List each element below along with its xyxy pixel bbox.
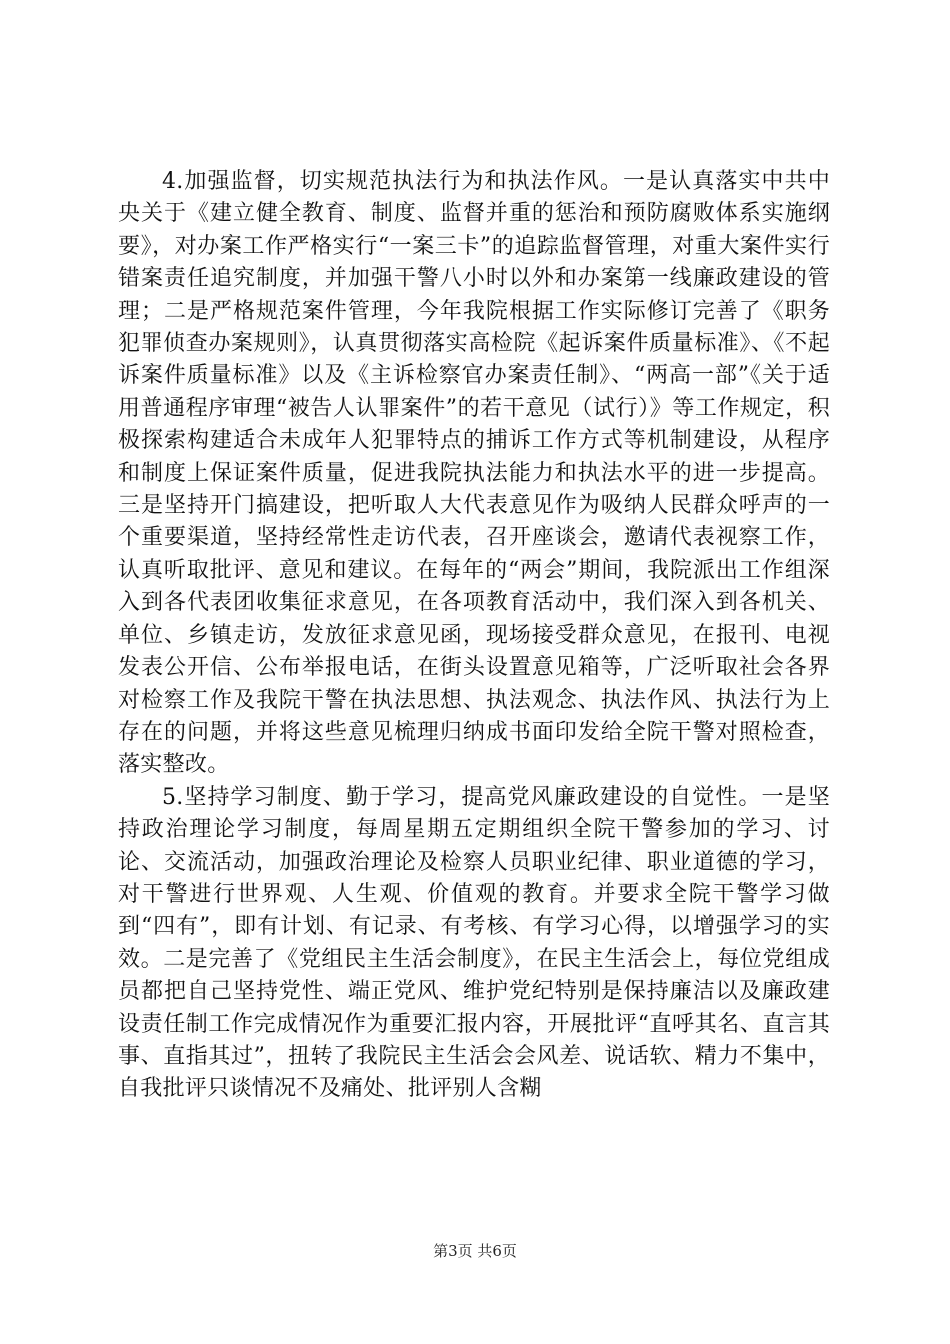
paragraph-5: 5.坚持学习制度、勤于学习，提高党风廉政建设的自觉性。一是坚持政治理论学习制度，每周星期五定期组织全院干警参加的学习、讨论、交流活动，加强政治理论及检察人员职业纪律、职业道德的学习，对干警进行世界观、人生观、价值观的教育。并要求全院干警学习做到“四有”，即有计划、有记录、有考核、有学习心得，以增强学习的实效。二是完善了《党组民主生活会制度》，在民主生活会上，每位党组成员都把自己坚持党性、端正党风、维护党纪特别是保持廉洁以及廉政建设责任制工作完成情况作为重要汇报内容，开展批评“直呼其名、直言其事、直指其过”，扭转了我院民主生活会会风差、说话软、精力不集中，自我批评只谈情况不及痛处、批评别人含糊 (118, 784, 830, 1102)
paragraph-4: 4.加强监督，切实规范执法行为和执法作风。一是认真落实中共中央关于《建立健全教育、制度、监督并重的惩治和预防腐败体系实施纲要》，对办案工作严格实行“一案三卡”的追踪监督管理，对重大案件实行错案责任追究制度，并加强干警八小时以外和办案第一线廉政建设的管理；二是严格规范案件管理，今年我院根据工作实际修订完善了《职务犯罪侦查办案规则》，认真贯彻落实高检院《起诉案件质量标准》、《不起诉案件质量标准》以及《主诉检察官办案责任制》、“两高一部”《关于适用普通程序审理“被告人认罪案件”的若干意见（试行）》等工作规定，积极探索构建适合未成年人犯罪特点的捕诉工作方式等机制建设，从程序和制度上保证案件质量，促进我院执法能力和执法水平的进一步提高。三是坚持开门搞建设，把听取人大代表意见作为吸纳人民群众呼声的一个重要渠道，坚持经常性走访代表，召开座谈会，邀请代表视察工作，认真听取批评、意见和建议。在每年的“两会”期间，我院派出工作组深入到各代表团收集征求意见，在各项教育活动中，我们深入到各机关、单位、乡镇走访，发放征求意见函，现场接受群众意见，在报刊、电视发表公开信、公布举报电话，在街头设置意见箱等，广泛听取社会各界对检察工作及我院干警在执法思想、执法观念、执法作风、执法行为上存在的问题，并将这些意见梳理归纳成书面印发给全院干警对照检查，落实整改。 (118, 169, 830, 778)
page-number-footer: 第3页 共6页 (433, 1242, 517, 1260)
document-body (118, 166, 830, 1106)
